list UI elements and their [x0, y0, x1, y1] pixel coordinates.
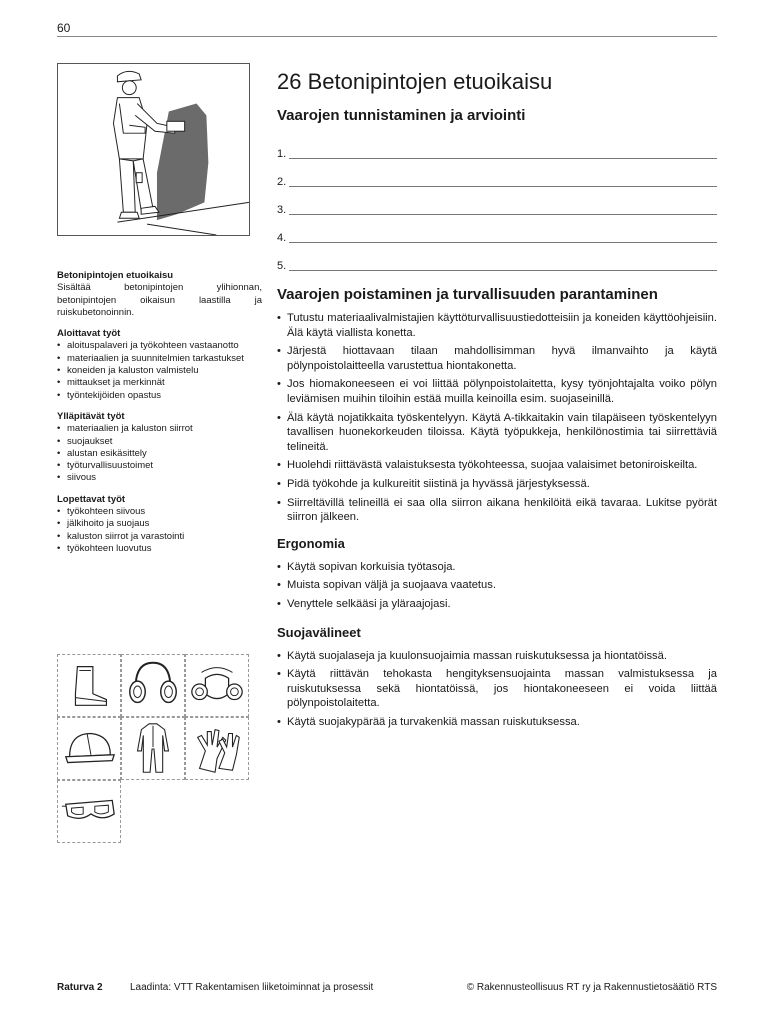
- list-item: • Huolehdi riittävästä valaistuksesta työkohteessa, suojaa valaisimet betoniroiskeilta.: [277, 458, 717, 473]
- sidebar-group-start: [57, 328, 262, 402]
- list-item: • työkohteen luovutus: [57, 543, 262, 555]
- sidebar-intro-text: Sisältää betonipintojen ylihionnan, betonipintojen oikaisun laastilla ja ruiskubetonoinnin.: [57, 282, 262, 318]
- hazard-entry-line[interactable]: 5.: [277, 245, 717, 273]
- page-number: 60: [57, 21, 71, 35]
- sidebar-group-title: Aloittavat työt: [57, 328, 121, 340]
- sidebar-group-title: Ylläpitävät työt: [57, 410, 125, 422]
- list-item: • Muista sopivan väljä ja suojaava vaatetus.: [277, 578, 717, 593]
- worker-illustration: [57, 63, 250, 236]
- list-item: • Jos hiomakoneeseen ei voi liittää pölynpoistolaitetta, kysy työnjohtajalta voiko pölyn leviämisen muihin tiloihin estää muilla keinoilla esim. suojaseinillä.: [277, 377, 717, 406]
- list-item: • Siirreltävillä telineillä ei saa olla siirron aikana henkilöitä eikä tavaraa. Lukitse pyörät siirron jälkeen.: [277, 496, 717, 525]
- list-item: • Käytä sopivan korkuisia työtasoja.: [277, 560, 717, 575]
- improve-list: [277, 311, 717, 525]
- hazard-entry-line[interactable]: 2.: [277, 161, 717, 189]
- footer-author: Laadinta: VTT Rakentamisen liiketoiminnat ja prosessit: [130, 982, 374, 993]
- list-item: • jälkihoito ja suojaus: [57, 518, 262, 530]
- protective-gear-list: [277, 649, 717, 730]
- list-item: • suojaukset: [57, 436, 262, 448]
- ergonomics-list: [277, 560, 717, 612]
- list-item: • työkohteen siivous: [57, 506, 262, 518]
- list-item: • Venyttele selkääsi ja yläraajojasi.: [277, 597, 717, 612]
- respirator-mask-icon: [185, 654, 249, 717]
- list-item: • Pidä työkohde ja kulkureitit siistinä ja hyvässä järjestyksessä.: [277, 477, 717, 492]
- list-item: • kaluston siirrot ja varastointi: [57, 531, 262, 543]
- improve-heading: Vaarojen poistaminen ja turvallisuuden parantaminen: [277, 286, 658, 303]
- hazard-entry-line[interactable]: 4.: [277, 217, 717, 245]
- list-item: • materiaalien ja kaluston siirrot: [57, 423, 262, 435]
- sidebar-intro-title: Betonipintojen etuoikaisu: [57, 270, 174, 281]
- main-content: [277, 68, 717, 733]
- list-item: • materiaalien ja suunnitelmien tarkastukset: [57, 353, 262, 365]
- protective-gear-heading: Suojavälineet: [277, 624, 361, 640]
- footer-brand: Raturva 2: [57, 982, 103, 993]
- list-item: • työntekijöiden opastus: [57, 390, 262, 402]
- ppe-icon-grid: [57, 654, 249, 843]
- list-item: • Älä käytä nojatikkaita työskentelyyn. Käytä A-tikkaitakin vain tilapäiseen työskentelyyn tavallisen huonekorkeuden tiloissa. Käytä työpukkeja, henkilönostimia tai siirrettäviä telineitä.: [277, 411, 717, 455]
- ear-muffs-icon: [121, 654, 185, 717]
- header-rule: [57, 36, 717, 37]
- sidebar: [57, 270, 262, 564]
- hazard-entry-line[interactable]: 3.: [277, 189, 717, 217]
- list-item: • Järjestä hiottavaan tilaan mahdollisimman hyvä ilmanvaihto ja käytä pölynpoistolaitteella varustettua hiontakonetta.: [277, 344, 717, 373]
- sidebar-group-title: Lopettavat työt: [57, 493, 126, 505]
- sidebar-group-finish: [57, 494, 262, 555]
- list-item: • mittaukset ja merkinnät: [57, 377, 262, 389]
- hard-hat-icon: [57, 717, 121, 780]
- list-item: • Käytä suojalaseja ja kuulonsuojaimia massan ruiskutuksessa ja hiontatöissä.: [277, 649, 717, 664]
- safety-boot-icon: [57, 654, 121, 717]
- hazard-heading: Vaarojen tunnistaminen ja arviointi: [277, 107, 526, 124]
- list-item: • aloituspalaveri ja työkohteen vastaanotto: [57, 340, 262, 352]
- list-item: • Käytä suojakypärää ja turvakenkiä massan ruiskutuksessa.: [277, 715, 717, 730]
- hazard-lines: [277, 133, 717, 273]
- safety-goggles-icon: [57, 780, 121, 843]
- sidebar-group-maintain: [57, 411, 262, 485]
- page-title: 26 Betonipintojen etuoikaisu: [277, 69, 553, 94]
- ergonomics-heading: Ergonomia: [277, 535, 345, 551]
- list-item: • koneiden ja kaluston valmistelu: [57, 365, 262, 377]
- list-item: • Tutustu materiaalivalmistajien käyttöturvallisuustiedotteisiin ja koneiden käyttöohjeisiin. Älä käytä viallista konetta.: [277, 311, 717, 340]
- list-item: • siivous: [57, 472, 262, 484]
- list-item: • Käytä riittävän tehokasta hengityksensuojainta massan valmistuksessa ja ruiskutuksessa sekä hiontatöissä, jos hiontakoneeseen ei voida liittää pölynpoistolaitetta.: [277, 667, 717, 711]
- coverall-icon: [121, 717, 185, 780]
- footer-copyright: © Rakennusteollisuus RT ry ja Rakennustietosäätiö RTS: [466, 982, 717, 993]
- list-item: • työturvallisuustoimet: [57, 460, 262, 472]
- gloves-icon: [185, 717, 249, 780]
- list-item: • alustan esikäsittely: [57, 448, 262, 460]
- hazard-entry-line[interactable]: 1.: [277, 133, 717, 161]
